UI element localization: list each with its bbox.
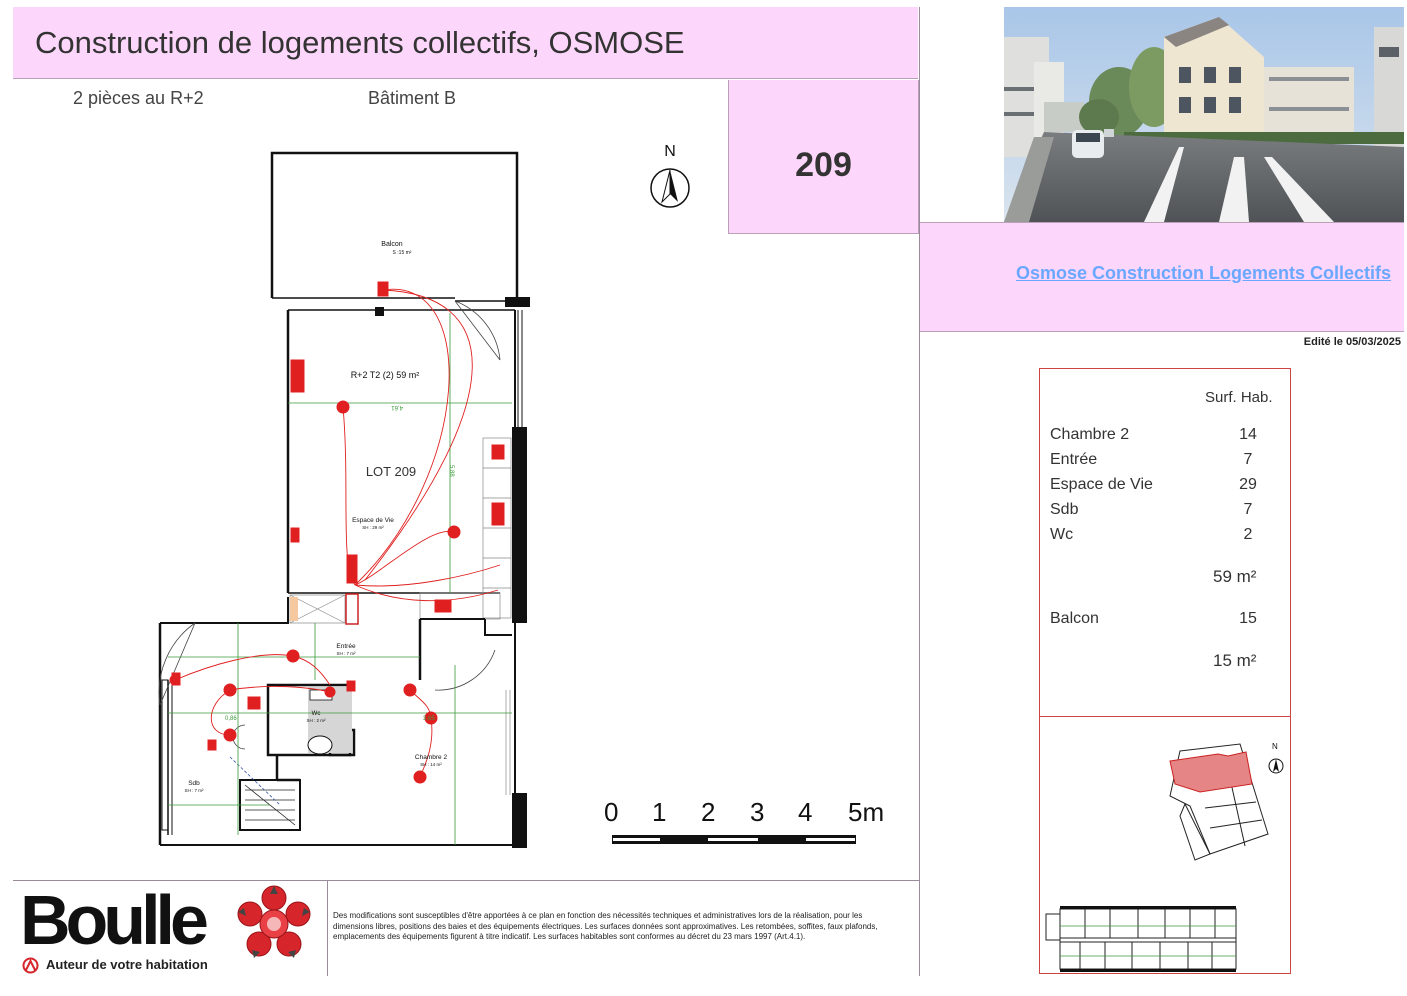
balcony-surface: S :15 m²	[392, 250, 412, 256]
page-title: Construction de logements collectifs, OSMOSE	[35, 25, 685, 60]
lot-number: 209	[795, 146, 852, 184]
footer-vertical-divider	[327, 881, 328, 976]
edited-date: Edité le 05/03/2025	[1303, 336, 1401, 348]
surface-label: Entrée	[1050, 451, 1098, 468]
scale-label-4: 4	[798, 797, 813, 827]
tagline: Auteur de votre habitation	[46, 957, 208, 972]
surface-total-hab: 59 m²	[1213, 567, 1257, 586]
osmose-link[interactable]: Osmose Construction Logements Collectifs	[1015, 263, 1391, 283]
mini-north-label: N	[1272, 742, 1278, 751]
surface-value: 15	[1239, 610, 1257, 627]
surface-table	[1039, 368, 1291, 717]
espace-label: Espace de Vie	[352, 517, 394, 524]
wc-label: Wc	[311, 711, 321, 717]
surface-label: Balcon	[1050, 610, 1099, 627]
entree-surface: SH : 7 m²	[336, 651, 356, 656]
sdb-surface: SH : 7 m²	[184, 788, 204, 793]
rooms-floor: 2 pièces au R+2	[73, 88, 204, 108]
balcony-area	[272, 153, 530, 307]
chambre-surface: SH : 14 m²	[420, 762, 442, 767]
chambre-label: Chambre 2	[414, 754, 448, 761]
svg-text:0,86: 0,86	[225, 716, 237, 722]
surface-label: Sdb	[1050, 501, 1079, 518]
scale-label-5: 5m	[848, 797, 885, 827]
mini-compass-icon	[1269, 759, 1283, 773]
svg-text:4,61: 4,61	[391, 404, 403, 410]
svg-text:3,65: 3,65	[423, 716, 435, 722]
balcony-label: Balcon	[381, 241, 403, 248]
brand-band	[920, 222, 1404, 332]
surface-row	[1050, 501, 1280, 519]
surface-value: 7	[1243, 451, 1253, 468]
building-name: Bâtiment B	[368, 88, 457, 108]
surface-row	[1050, 426, 1280, 444]
scale-label-2: 2	[701, 797, 716, 827]
location-plans	[1039, 716, 1291, 974]
floor-plan	[150, 145, 890, 855]
north-label: N	[664, 143, 676, 160]
lot-label: LOT 209	[365, 464, 417, 479]
photo-margin	[920, 7, 1004, 222]
brand-mark-icon	[22, 957, 40, 974]
scale-label-1: 1	[652, 797, 667, 827]
surface-header: Surf. Hab.	[1205, 389, 1273, 406]
entree-label: Entrée	[336, 643, 356, 650]
surface-label: Chambre 2	[1050, 426, 1130, 443]
surface-value: 7	[1243, 501, 1253, 518]
sdb-label: Sdb	[188, 780, 200, 787]
surface-row	[1050, 476, 1280, 494]
disclaimer: Des modifications sont susceptibles d'être apportées à ce plan en fonction des nécessités techniques et administratives lors de la réalisation, pour les dimensions libres, positions des baies et des équipements électriques. Les surfaces données sont approximatives. Les retombées, soffites, faux plafonds, emplacements des équipements figurent à titre indicatif. Les surfaces habitables sont conformes au décret du 23 mars 1997 (Art.4.1).	[333, 911, 878, 941]
espace-surface: SH : 29 m²	[362, 525, 384, 530]
surface-value: 14	[1239, 426, 1257, 443]
surface-label: Wc	[1050, 526, 1074, 543]
surface-row-balcony	[1050, 610, 1280, 628]
surface-total-ext: 15 m²	[1213, 651, 1257, 670]
surface-label: Espace de Vie	[1050, 476, 1153, 493]
scale-label-0: 0	[604, 797, 619, 827]
surface-row	[1050, 526, 1280, 544]
title-band	[13, 7, 918, 79]
rose-logo-icon	[234, 884, 314, 964]
surface-row	[1050, 451, 1280, 469]
lot-header-label: R+2 T2 (2) 59 m²	[350, 370, 420, 380]
scale-label-3: 3	[750, 797, 765, 827]
surface-value: 2	[1243, 526, 1253, 543]
wc-surface: SH : 2 m²	[306, 718, 326, 723]
svg-text:5,88: 5,88	[448, 465, 454, 477]
scale-bar	[612, 832, 856, 842]
boulle-logo: Boulle	[20, 881, 204, 959]
building-photo	[1004, 7, 1404, 222]
location-plan-drawing	[1040, 716, 1292, 974]
surface-value: 29	[1239, 476, 1257, 493]
